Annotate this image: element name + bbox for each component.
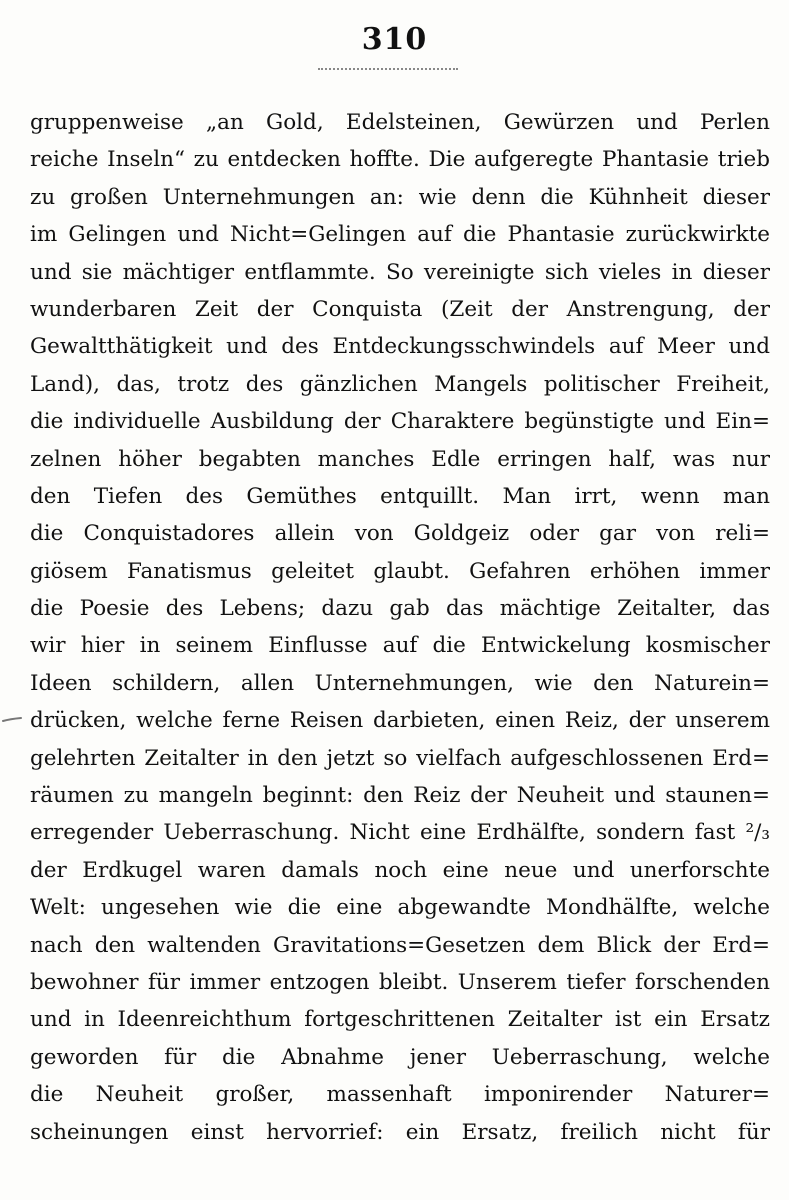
text-line: zelnen höher begabten manches Edle erringen half, was nur: [30, 446, 770, 472]
text-line: die individuelle Ausbildung der Charaktere begünstigte und Ein=: [30, 409, 770, 435]
text-line: nach den waltenden Gravitations=Gesetzen dem Blick der Erd=: [30, 932, 770, 958]
page-number: 310: [361, 22, 428, 57]
text-line: Gewaltthätigkeit und des Entdeckungsschwindels auf Meer und: [30, 334, 770, 360]
text-line: den Tiefen des Gemüthes entquillt. Man irrt, wenn man: [30, 483, 770, 509]
body-text: [30, 104, 770, 1151]
text-line: und sie mächtiger entflammte. So vereinigte sich vieles in dieser: [30, 259, 770, 285]
text-line: die Neuheit großer, massenhaft imponirender Naturer=: [30, 1082, 770, 1108]
text-line: und in Ideenreichthum fortgeschrittenen Zeitalter ist ein Ersatz: [30, 1007, 770, 1033]
text-line: Ideen schildern, allen Unternehmungen, wie den Naturein=: [30, 670, 770, 696]
text-line: der Erdkugel waren damals noch eine neue und unerforschte: [30, 857, 770, 883]
text-line: wir hier in seinem Einflusse auf die Entwickelung kosmischer: [30, 633, 770, 659]
text-line: wunderbaren Zeit der Conquista (Zeit der Anstrengung, der: [30, 296, 770, 322]
text-line: im Gelingen und Nicht=Gelingen auf die Phantasie zurückwirkte: [30, 222, 770, 248]
text-line: giösem Fanatismus geleitet glaubt. Gefahren erhöhen immer: [30, 558, 770, 584]
text-line: geworden für die Abnahme jener Ueberraschung, welche: [30, 1044, 770, 1070]
text-line: zu großen Unternehmungen an: wie denn die Kühnheit dieser: [30, 184, 770, 210]
text-line: Welt: ungesehen wie die eine abgewandte Mondhälfte, welche: [30, 895, 770, 921]
text-line: Land), das, trotz des gänzlichen Mangels politischer Freiheit,: [30, 371, 770, 397]
text-line: drücken, welche ferne Reisen darbieten, einen Reiz, der unserem: [30, 708, 770, 734]
header-rule: [318, 68, 458, 70]
text-line: räumen zu mangeln beginnt: den Reiz der Neuheit und staunen=: [30, 783, 770, 809]
text-line: scheinungen einst hervorrief: ein Ersatz, freilich nicht für: [30, 1119, 770, 1145]
text-line: gruppenweise „an Gold, Edelsteinen, Gewürzen und Perlen: [30, 110, 770, 135]
text-line: erregender Ueberraschung. Nicht eine Erdhälfte, sondern fast ²/₃: [30, 820, 770, 846]
margin-pencil-mark: [2, 716, 22, 724]
text-line: die Poesie des Lebens; dazu gab das mächtige Zeitalter, das: [30, 596, 770, 622]
text-line: gelehrten Zeitalter in den jetzt so vielfach aufgeschlossenen Erd=: [30, 745, 770, 771]
text-line: die Conquistadores allein von Goldgeiz oder gar von reli=: [30, 521, 770, 547]
text-line: bewohner für immer entzogen bleibt. Unserem tiefer forschenden: [30, 969, 770, 995]
text-line: reiche Inseln“ zu entdecken hoffte. Die aufgeregte Phantasie trieb: [30, 147, 770, 173]
